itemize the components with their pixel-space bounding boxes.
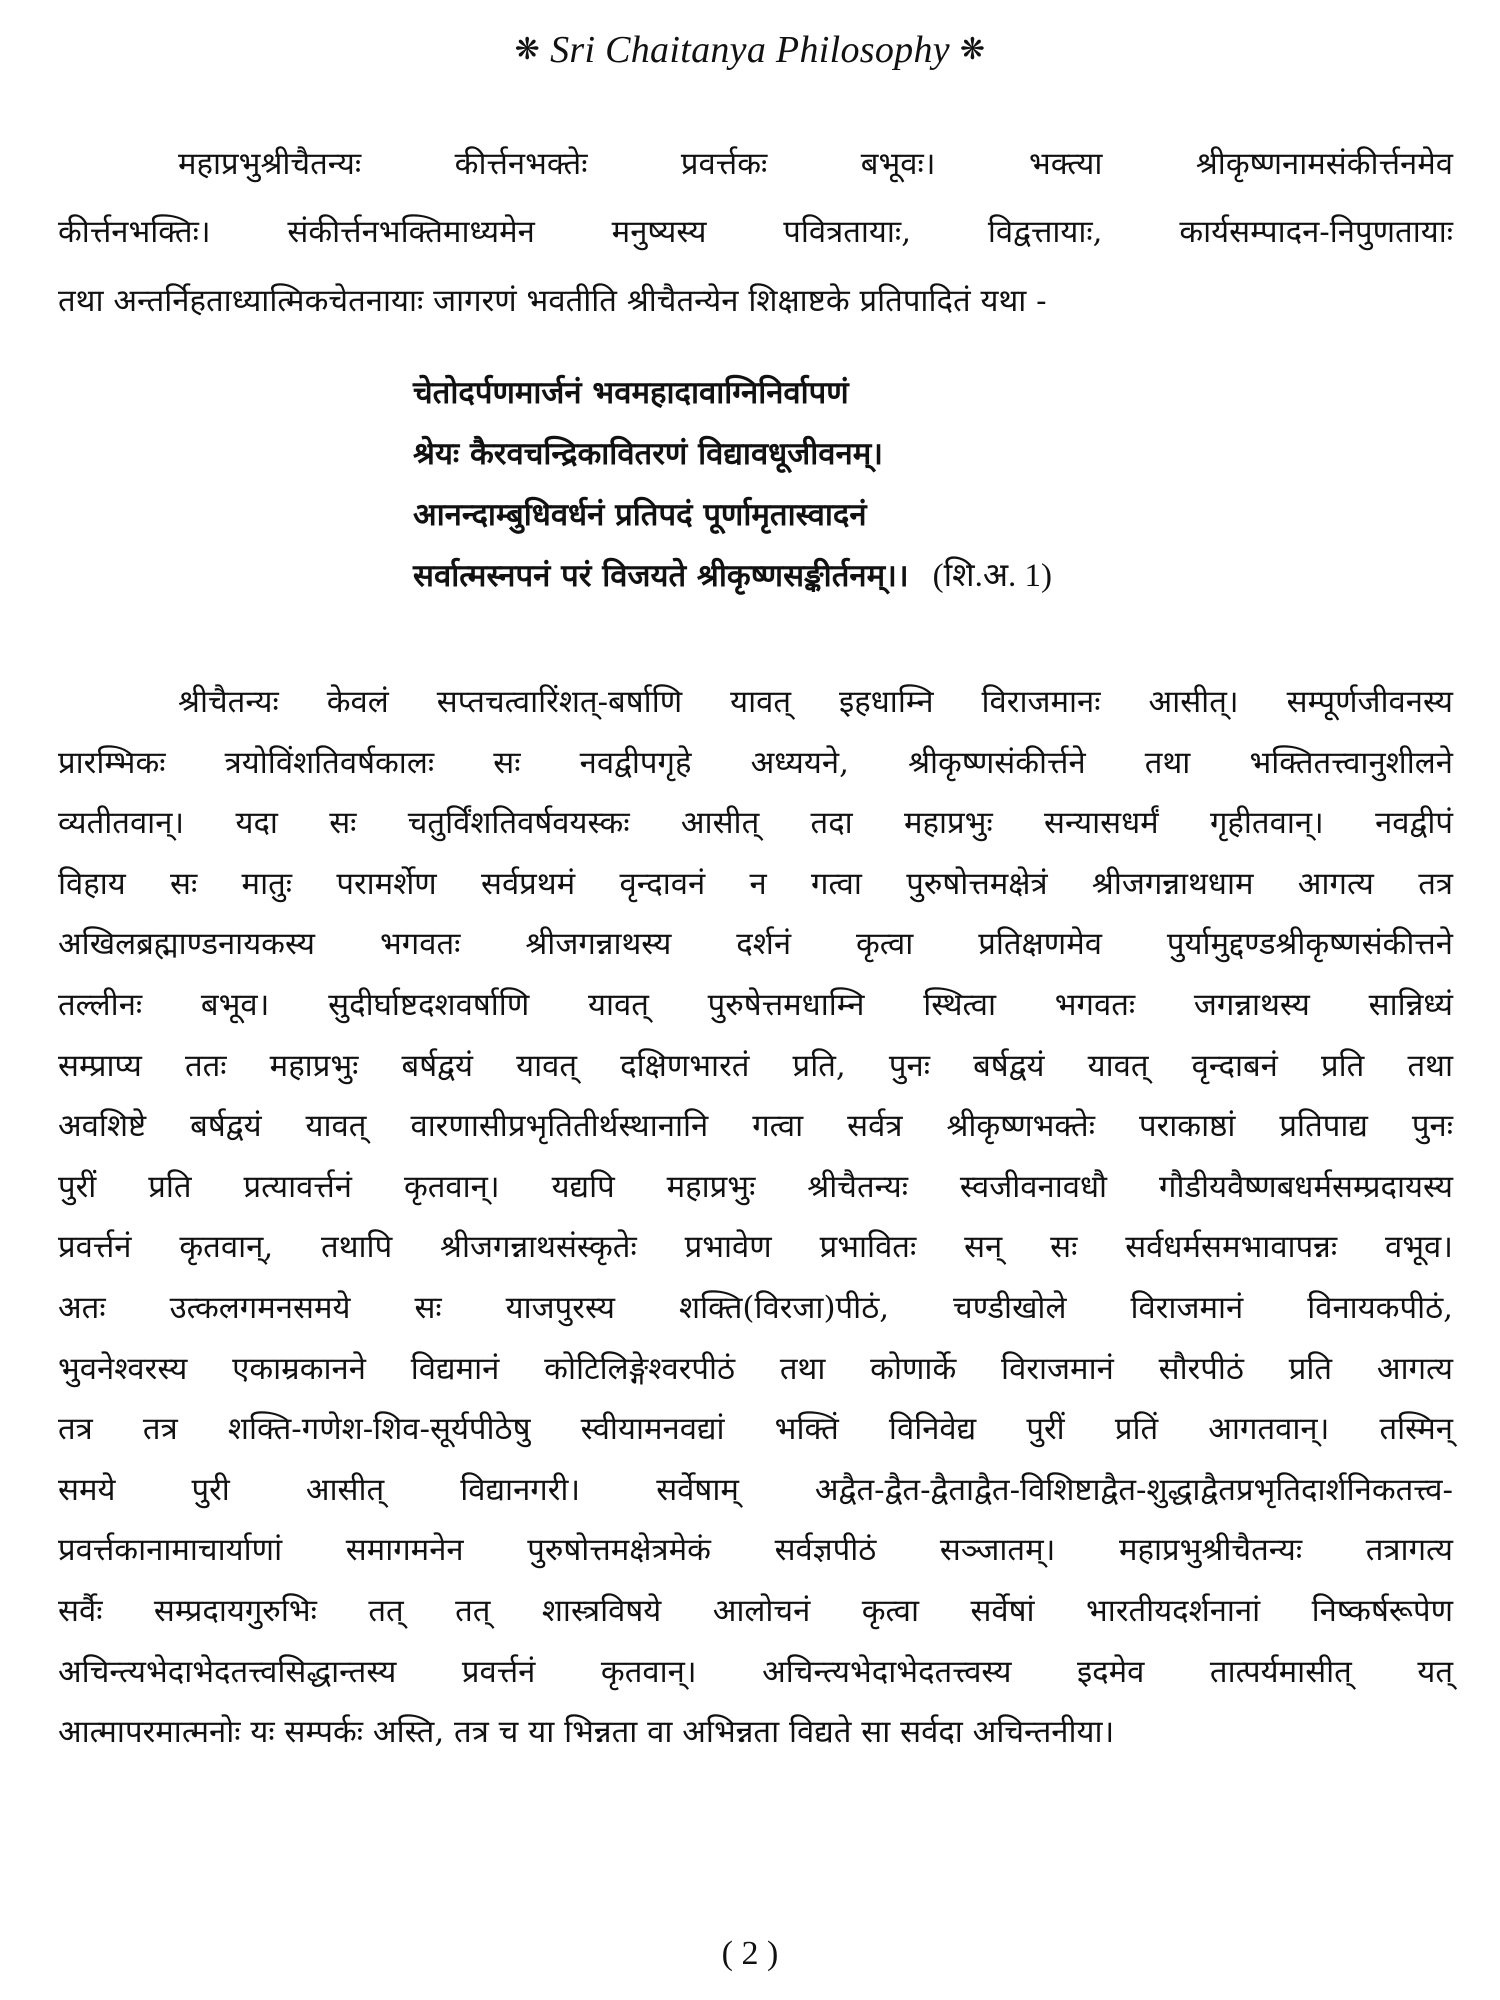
verse-line: श्रेयः कैरवचन्द्रिकावितरणं विद्यावधूजीवनम्। xyxy=(413,436,883,472)
paragraph-line: अवशिष्टे बर्षद्वयं यावत् वारणासीप्रभृतितीर्थस्थानानि गत्वा सर्वत्र श्रीकृष्णभक्तेः पराकाष्ठां प्रतिपाद्य पुनः xyxy=(58,1108,1453,1145)
verse-reference: (शि.अ. 1) xyxy=(932,558,1053,594)
paragraph-line: विहाय सः मातुः परामर्शेण सर्वप्रथमं वृन्दावनं न गत्वा पुरुषोत्तमक्षेत्रं श्रीजगन्नाथधाम आगत्य तत्र xyxy=(58,865,1453,902)
paragraph-line: अचिन्त्यभेदाभेदतत्त्वसिद्धान्तस्य प्रवर्त्तनं कृतवान्। अचिन्त्यभेदाभेदतत्त्वस्य इदमेव तात्पर्यमासीत् यत् xyxy=(58,1653,1453,1690)
page-number: ( 2 ) xyxy=(721,1935,779,1972)
running-header xyxy=(0,28,1500,72)
verse-line-text: सर्वात्मस्नपनं परं विजयते श्रीकृष्णसङ्कीर्तनम्।। xyxy=(413,558,909,594)
paragraph-line: अखिलब्रह्माण्डनायकस्य भगवतः श्रीजगन्नाथस्य दर्शनं कृत्वा प्रतिक्षणमेव पुर्यामुद्दण्डश्रीकृष्णसंकीत्तने xyxy=(58,926,1453,963)
header-title: Sri Chaitanya Philosophy xyxy=(550,29,950,71)
verse-line: आनन्दाम्बुधिवर्धनं प्रतिपदं पूर्णामृतास्वादनं xyxy=(413,497,867,533)
paragraph-line: तत्र तत्र शक्ति-गणेश-शिव-सूर्यपीठेषु स्वीयामनवद्यां भक्तिं विनिवेद्य पुरीं प्रतिं आगतवान्। तस्मिन् xyxy=(58,1411,1453,1448)
paragraph-line: श्रीचैतन्यः केवलं सप्तचत्वारिंशत्-बर्षाणि यावत् इहधाम्नि विराजमानः आसीत्। सम्पूर्णजीवनस्य xyxy=(178,684,1453,720)
paragraph-line: प्रारम्भिकः त्रयोविंशतिवर्षकालः सः नवद्वीपगृहे अध्ययने, श्रीकृष्णसंकीर्त्तने तथा भक्तितत्त्वानुशीलने xyxy=(58,744,1453,781)
shikshashtakam-verse xyxy=(413,363,1413,607)
paragraph-line: भुवनेश्वरस्य एकाम्रकानने विद्यमानं कोटिलिङ्गेश्वरपीठं तथा कोणार्के विराजमानं सौरपीठं प्रति आगत्य xyxy=(58,1350,1453,1387)
paragraph-line: पुरीं प्रति प्रत्यावर्त्तनं कृतवान्। यद्यपि महाप्रभुः श्रीचैतन्यः स्वजीवनावधौ गौडीयवैष्णबधर्मसम्प्रदायस्य xyxy=(58,1168,1453,1205)
paragraph-line: सर्वैः सम्प्रदायगुरुभिः तत् तत् शास्त्रविषये आलोचनं कृत्वा सर्वेषां भारतीयदर्शनानां निष्कर्षरूपेण xyxy=(58,1592,1453,1629)
paragraph-line: तल्लीनः बभूव। सुदीर्घाष्टदशवर्षाणि यावत् पुरुषेत्तमधाम्नि स्थित्वा भगवतः जगन्नाथस्य सान्निध्यं xyxy=(58,986,1453,1023)
paragraph-line: महाप्रभुश्रीचैतन्यः कीर्त्तनभक्तेः प्रवर्त्तकः बभूवः। भक्त्या श्रीकृष्णनामसंकीर्त्तनमेव xyxy=(178,146,1453,182)
verse-line xyxy=(413,546,1413,607)
verse-line: चेतोदर्पणमार्जनं भवमहादावाग्निनिर्वापणं xyxy=(413,375,849,411)
paragraph-line: समये पुरी आसीत् विद्यानगरी। सर्वेषाम् अद्वैत-द्वैत-द्वैताद्वैत-विशिष्टाद्वैत-शुद्धाद्वैतप्रभृतिदार्शनिकतत्त्व- xyxy=(58,1471,1453,1508)
paragraph-line: व्यतीतवान्। यदा सः चतुर्विंशतिवर्षवयस्कः आसीत् तदा महाप्रभुः सन्यासधर्मं गृहीतवान्। नवद्वीपं xyxy=(58,805,1453,842)
paragraph-line: अतः उत्कलगमनसमये सः याजपुरस्य शक्ति(विरजा)पीठं, चण्डीखोले विराजमानं विनायकपीठं, xyxy=(58,1289,1453,1326)
paragraph-line: सम्प्राप्य ततः महाप्रभुः बर्षद्वयं यावत् दक्षिणभारतं प्रति, पुनः बर्षद्वयं यावत् वृन्दाबनं प्रति तथा xyxy=(58,1047,1453,1084)
biography-paragraph xyxy=(58,672,1453,1763)
paragraph-line: आत्मापरमात्मनोः यः सम्पर्कः अस्ति, तत्र च या भिन्नता वा अभिन्नता विद्यते सा सर्वदा अचिन्तनीया। xyxy=(58,1714,1115,1751)
paragraph-line: कीर्त्तनभक्तिः। संकीर्त्तनभक्तिमाध्यमेन मनुष्यस्य पवित्रतायाः, विद्वत्तायाः, कार्यसम्पादन-निपुणतायाः xyxy=(58,214,1453,251)
paragraph-line: प्रवर्त्तकानामाचार्याणां समागमनेन पुरुषोत्तमक्षेत्रमेकं सर्वज्ञपीठं सञ्जातम्। महाप्रभुश्रीचैतन्यः तत्रागत्य xyxy=(58,1532,1453,1569)
intro-paragraph xyxy=(58,130,1453,335)
paragraph-line: प्रवर्त्तनं कृतवान्, तथापि श्रीजगन्नाथसंस्कृतेः प्रभावेण प्रभावितः सन् सः सर्वधर्मसमभावापन्नः वभूव। xyxy=(58,1229,1453,1266)
flower-ornament-icon: ❋ xyxy=(959,33,986,66)
paragraph-line: तथा अन्तर्निहताध्यात्मिकचेतनायाः जागरणं भवतीति श्रीचैतन्येन शिक्षाष्टके प्रतिपादितं यथा - xyxy=(58,282,1047,319)
flower-ornament-icon: ❋ xyxy=(514,33,541,66)
